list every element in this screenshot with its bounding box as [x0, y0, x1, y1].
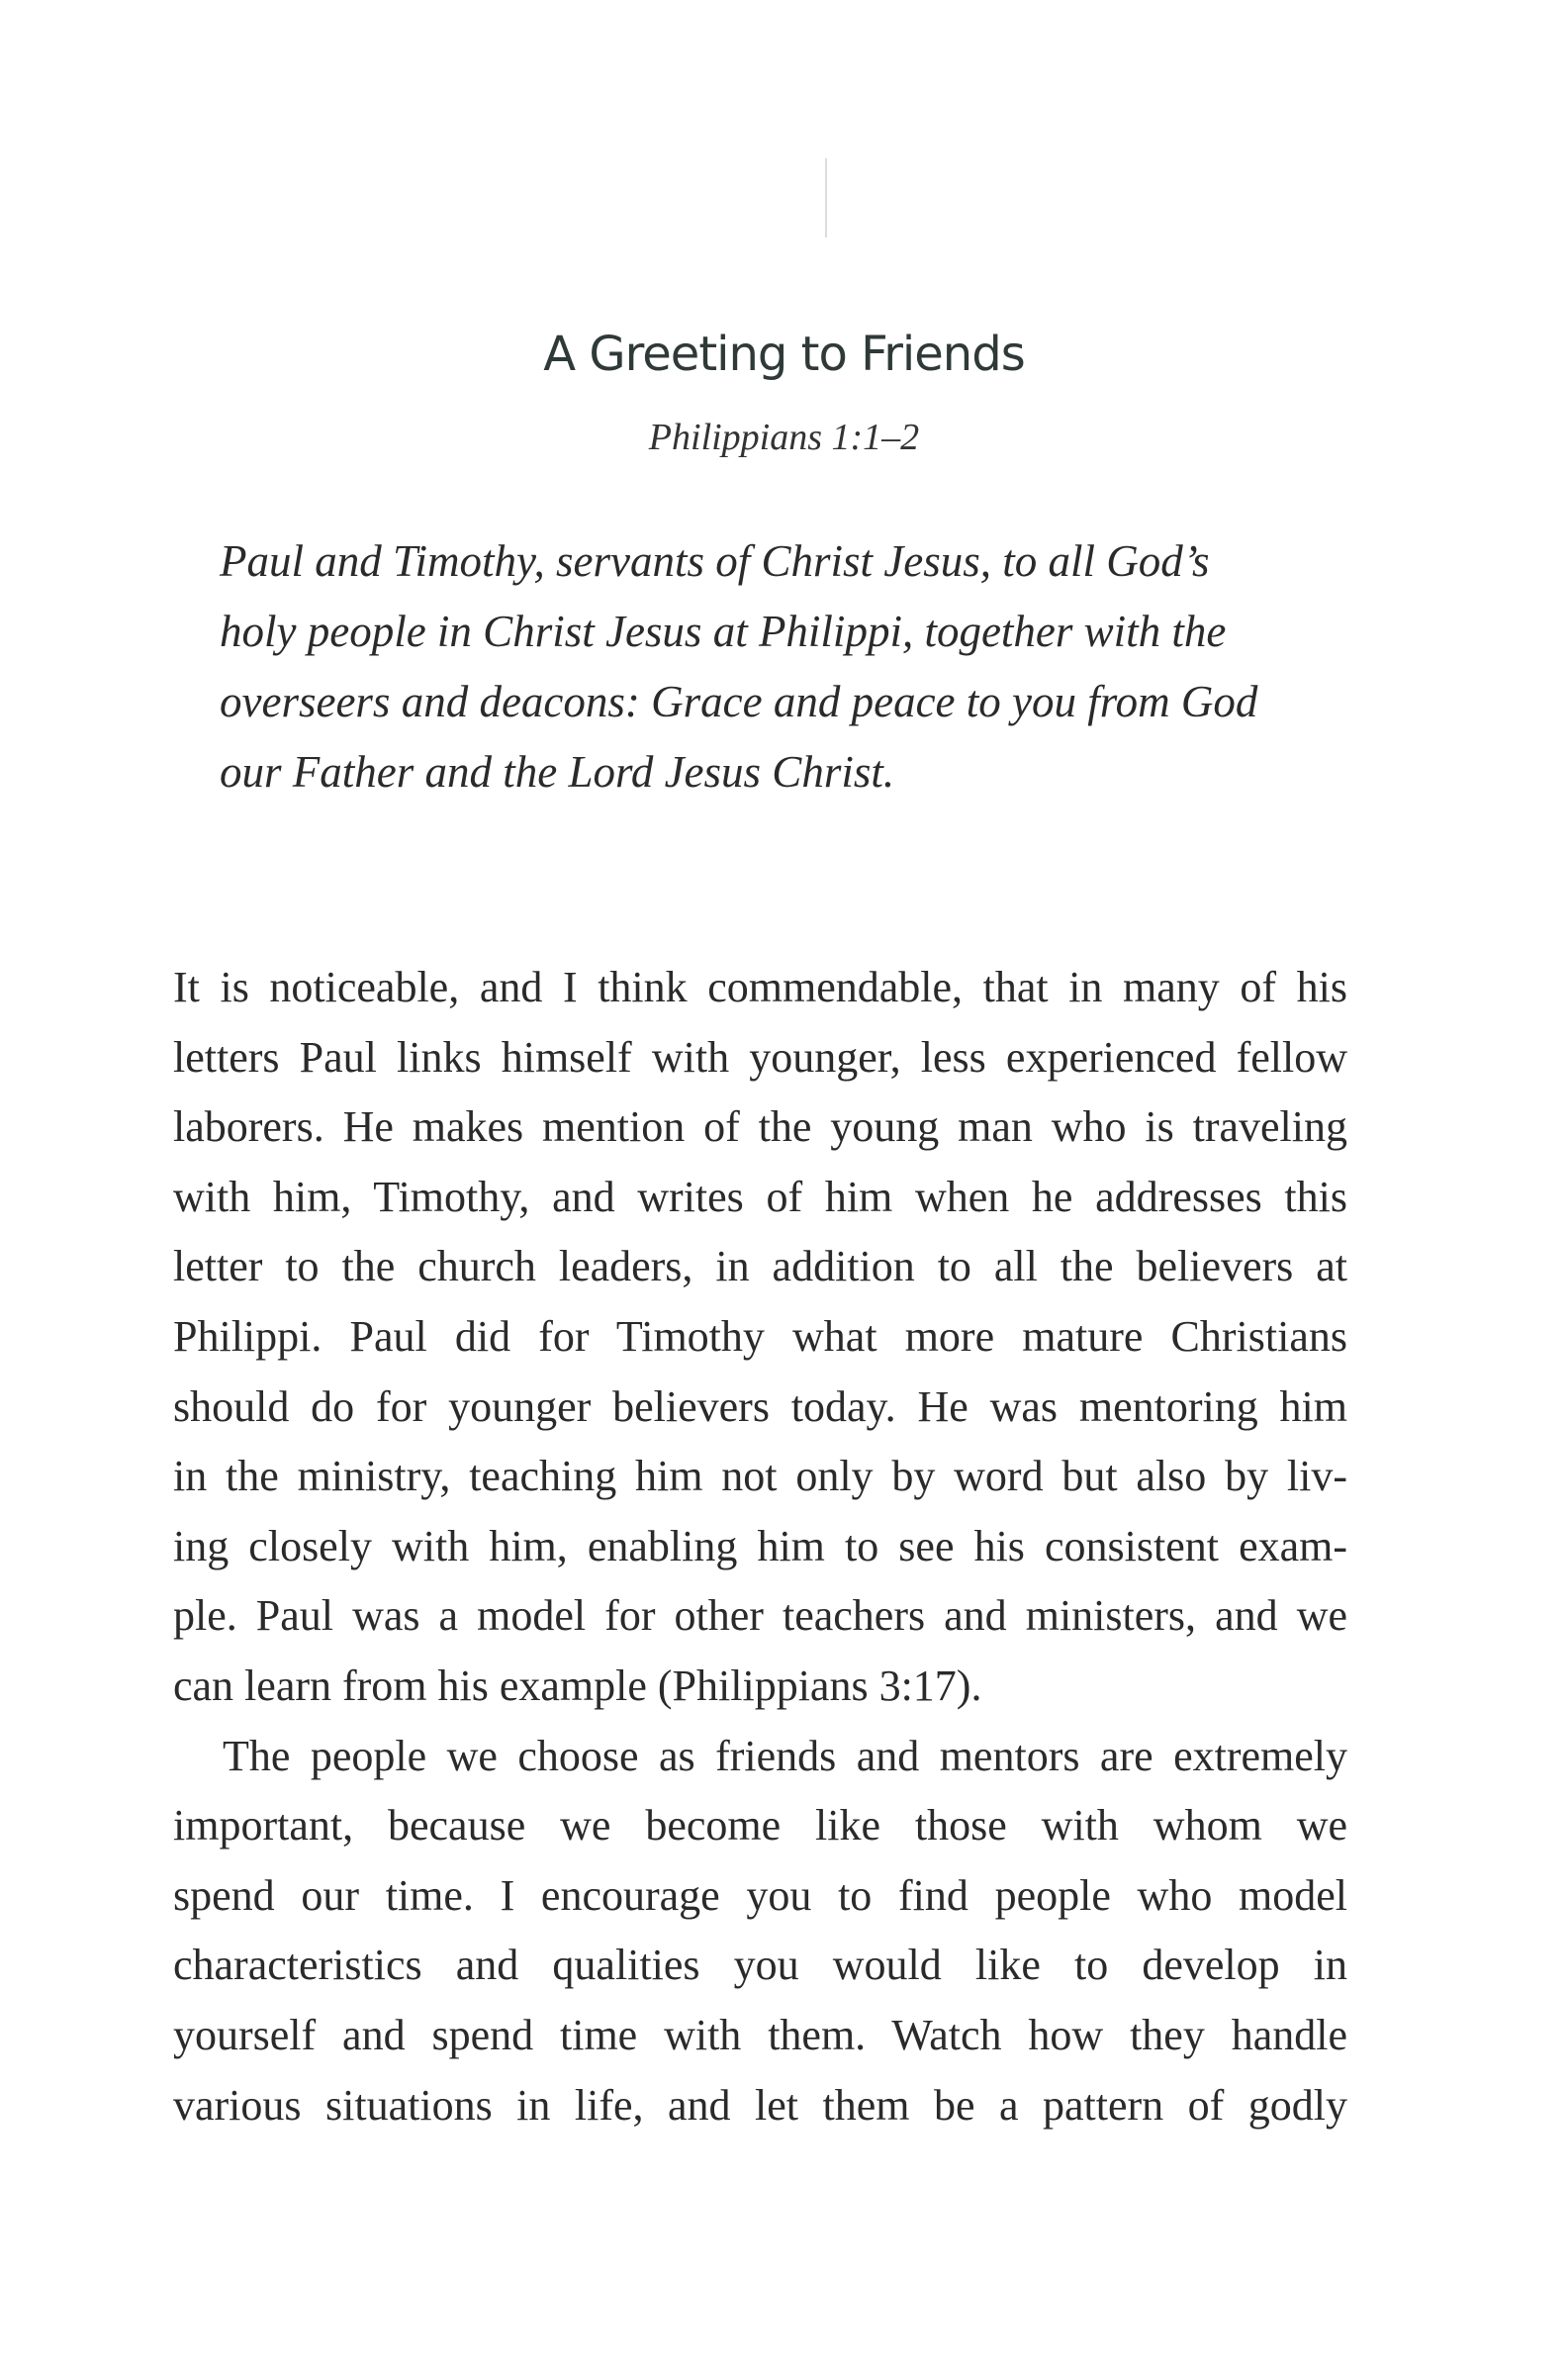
scripture-line: our Father and the Lord Jesus Christ. [220, 747, 895, 797]
text-line: in the ministry, teaching him not only by word but also by liv- [173, 1452, 1347, 1501]
paragraph-1 [173, 953, 1347, 1722]
text-line: yourself and spend time with them. Watch how they handle [173, 2010, 1347, 2059]
text-line: spend our time. I encourage you to find people who model [173, 1870, 1347, 1920]
scripture-line: overseers and deacons: Grace and peace to you from God [220, 677, 1258, 726]
text-line: with him, Timothy, and writes of him when he addresses this [173, 1172, 1347, 1221]
text-line: should do for younger believers today. He was mentoring him [173, 1381, 1347, 1431]
scripture-reference: Philippians 1:1–2 [648, 417, 920, 458]
scripture-line: holy people in Christ Jesus at Philippi, together with the [220, 607, 1227, 656]
text-line: It is noticeable, and I think commendable, that in many of his [173, 963, 1347, 1011]
text-line: letter to the church leaders, in addition to all the believers at [173, 1242, 1347, 1291]
scan-artifact [825, 158, 827, 237]
scripture-quote [220, 526, 1288, 807]
text-line: laborers. He makes mention of the young man who is traveling [173, 1102, 1347, 1152]
text-line: letters Paul links himself with younger, less experienced fellow [173, 1032, 1347, 1082]
page-title: A Greeting to Friends [543, 327, 1025, 382]
text-line: ing closely with him, enabling him to see his consistent exam- [173, 1521, 1347, 1570]
text-line: various situations in life, and let them be a pattern of godly [173, 2080, 1347, 2130]
text-line: ple. Paul was a model for other teachers and ministers, and we [173, 1591, 1347, 1641]
body-text [173, 953, 1347, 2140]
text-line: Philippi. Paul did for Timothy what more mature Christians [173, 1311, 1347, 1361]
text-line: The people we choose as friends and mentors are extremely [223, 1731, 1347, 1780]
text-line: can learn from his example (Philippians 3:17). [173, 1660, 982, 1710]
scripture-line: Paul and Timothy, servants of Christ Jesus, to all God’s [220, 536, 1210, 586]
paragraph-2 [173, 1722, 1347, 2141]
text-line: characteristics and qualities you would like to develop in [173, 1941, 1347, 1990]
text-line: important, because we become like those with whom we [173, 1801, 1347, 1850]
